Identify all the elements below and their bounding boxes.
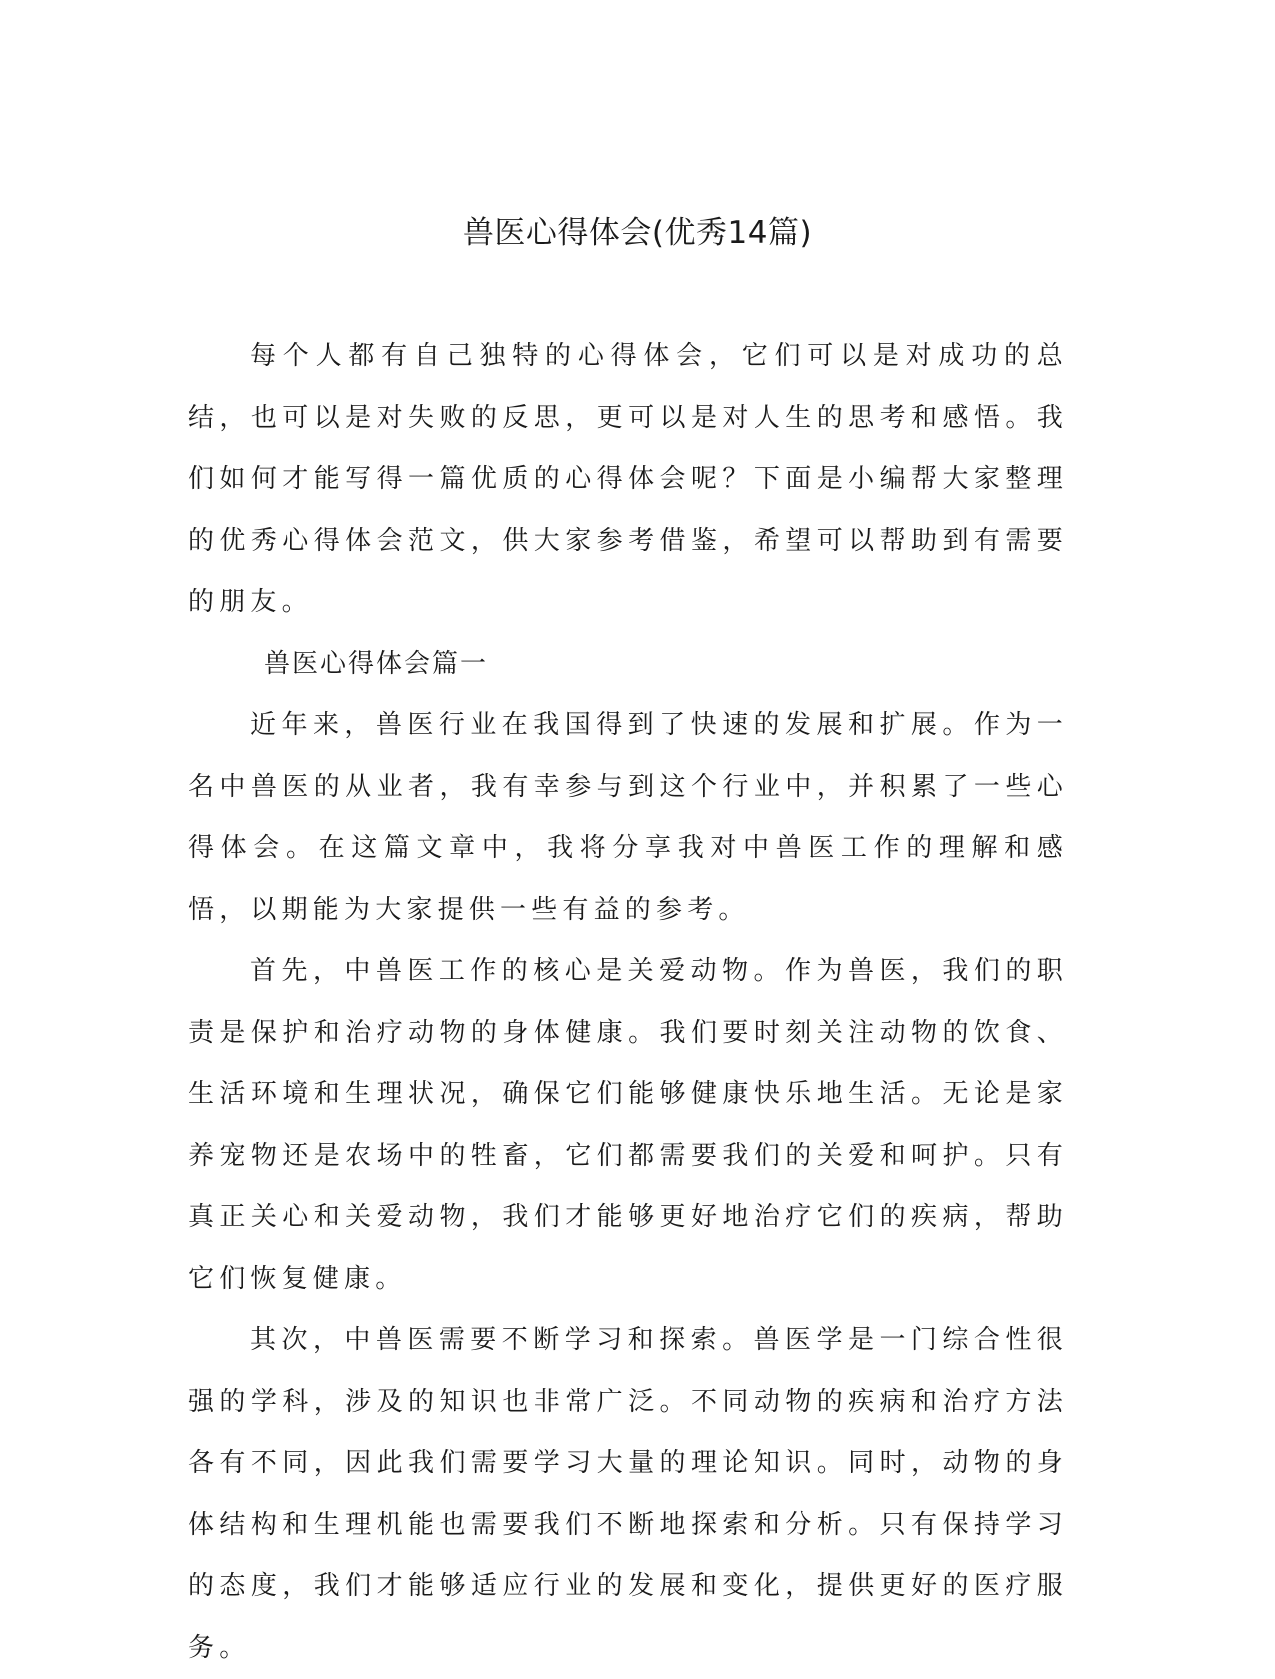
body-paragraph-3: 其次，中兽医需要不断学习和探索。兽医学是一门综合性很强的学科，涉及的知识也非常广泛。不同动物的疾病和治疗方法各有不同，因此我们需要学习大量的理论知识。同时，动物的身体结构和生理机能也需要我们不断地探索和分析。只有保持学习的态度，我们才能够适应行业的发展和变化，提供更好的医疗服务。 xyxy=(188,1325,1068,1663)
document-title: 兽医心得体会(优秀14篇) xyxy=(462,215,813,251)
body-paragraph-2: 首先，中兽医工作的核心是关爱动物。作为兽医，我们的职责是保护和治疗动物的身体健康。我们要时刻关注动物的饮食、生活环境和生理状况，确保它们能够健康快乐地生活。无论是家养宠物还是农场中的牲畜，它们都需要我们的关爱和呵护。只有真正关心和关爱动物，我们才能够更好地治疗它们的疾病，帮助它们恢复健康。 xyxy=(188,956,1068,1294)
body-paragraph-1: 近年来，兽医行业在我国得到了快速的发展和扩展。作为一名中兽医的从业者，我有幸参与到这个行业中，并积累了一些心得体会。在这篇文章中，我将分享我对中兽医工作的理解和感悟，以期能为大家提供一些有益的参考。 xyxy=(188,710,1068,925)
intro-paragraph: 每个人都有自己独特的心得体会，它们可以是对成功的总结，也可以是对失败的反思，更可以是对人生的思考和感悟。我们如何才能写得一篇优质的心得体会呢？下面是小编帮大家整理的优秀心得体会范文，供大家参考借鉴，希望可以帮助到有需要的朋友。 xyxy=(188,341,1068,617)
section-heading: 兽医心得体会篇一 xyxy=(264,648,489,679)
document-body xyxy=(188,326,1068,1679)
